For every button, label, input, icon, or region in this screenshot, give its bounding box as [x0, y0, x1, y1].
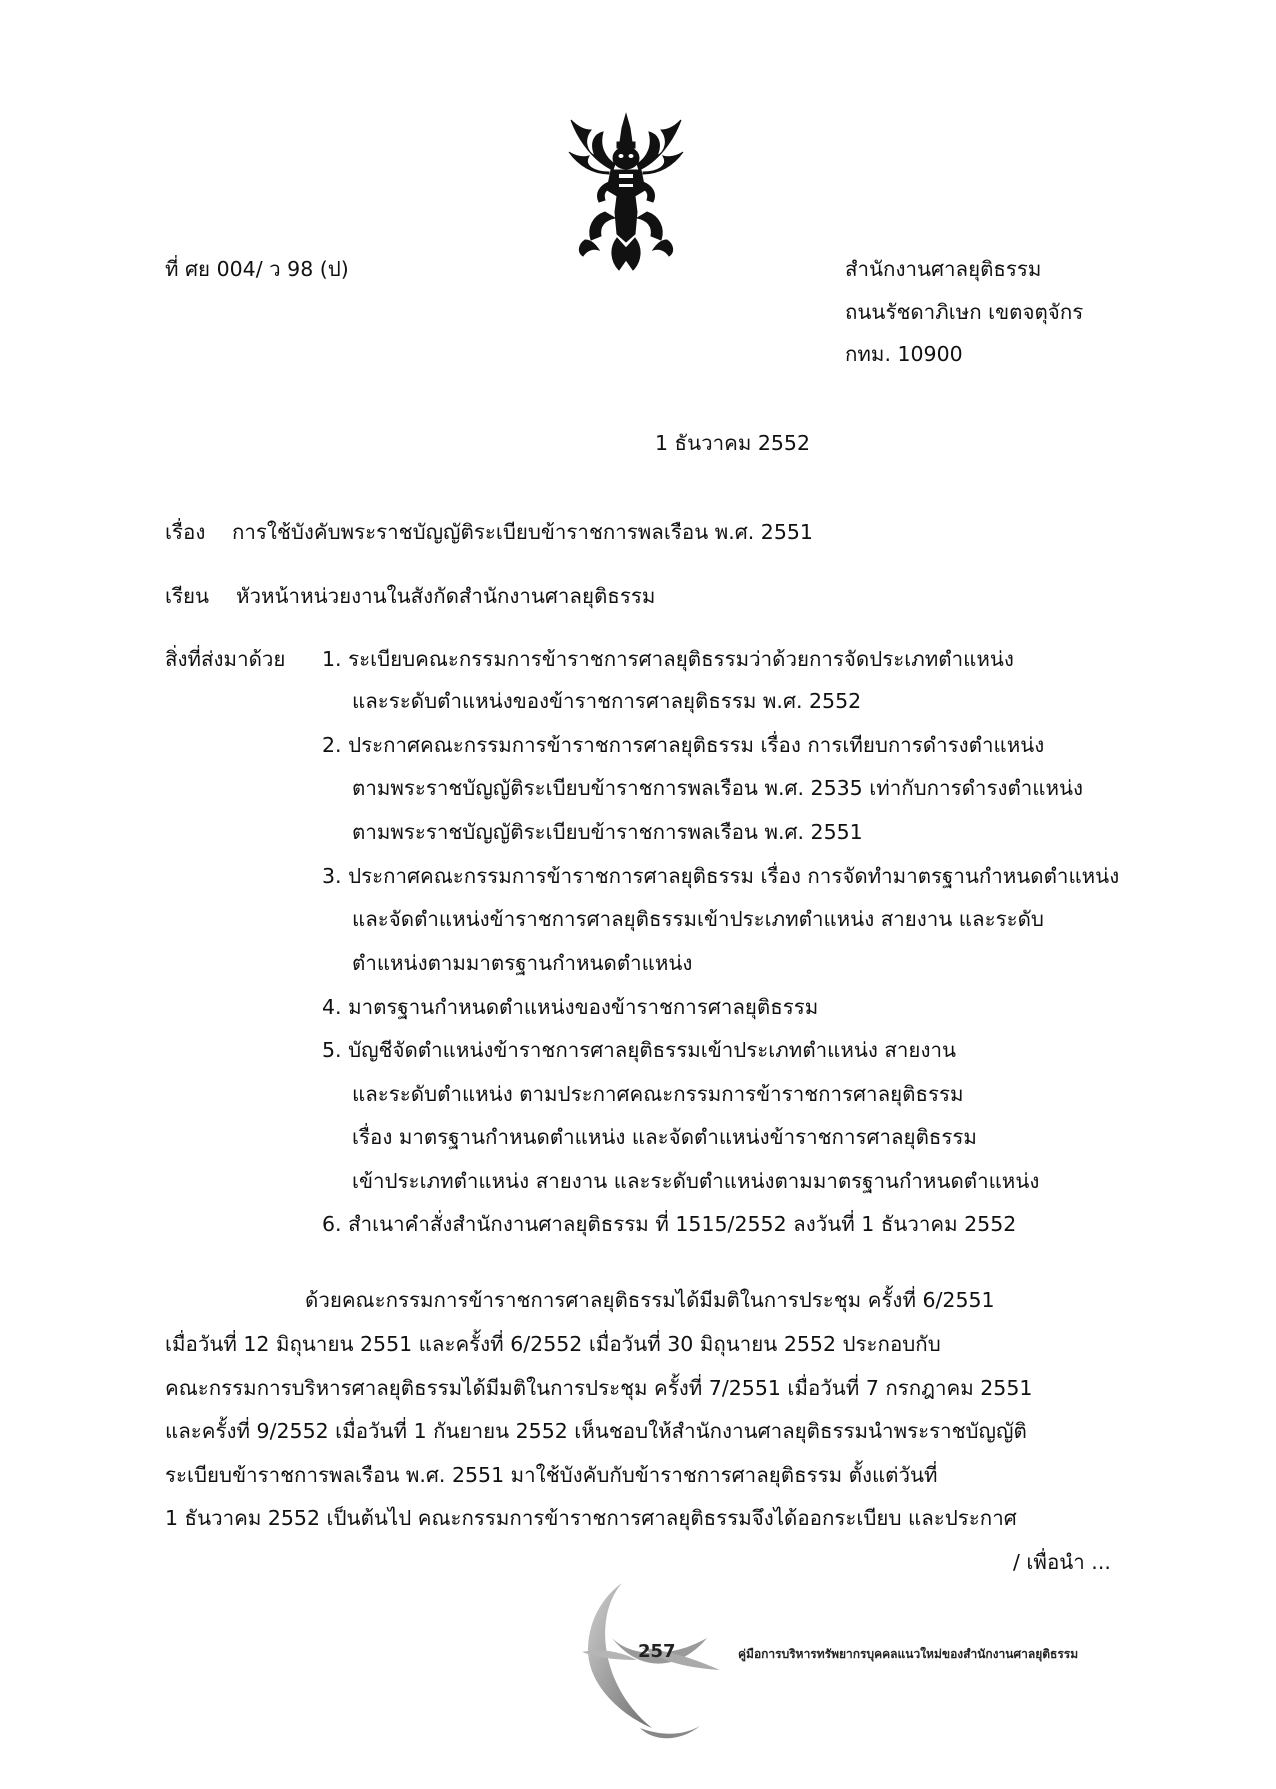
addressee-label: เรียน: [165, 584, 210, 608]
enclosure-line: ตามพระราชบัญญัติระเบียบข้าราชการพลเรือน พ.ศ. 2551: [352, 820, 863, 844]
enclosure-line: 3. ประกาศคณะกรรมการข้าราชการศาลยุติธรรม เรื่อง การจัดทำมาตรฐานกำหนดตำแหน่ง: [322, 864, 1120, 888]
addressee-text: หัวหน้าหน่วยงานในสังกัดสำนักงานศาลยุติธรรม: [236, 584, 656, 608]
enclosure-line: และระดับตำแหน่งของข้าราชการศาลยุติธรรม พ.ศ. 2552: [352, 689, 862, 713]
enclosure-line: 5. บัญชีจัดตำแหน่งข้าราชการศาลยุติธรรมเข้าประเภทตำแหน่ง สายงาน: [322, 1038, 956, 1062]
footer-title: คู่มือการบริหารทรัพยากรบุคคลแนวใหม่ของสำนักงานศาลยุติธรรม: [738, 1647, 1079, 1661]
enclosure-line: และระดับตำแหน่ง ตามประกาศคณะกรรมการข้าราชการศาลยุติธรรม: [352, 1082, 964, 1106]
enclosure-line: 4. มาตรฐานกำหนดตำแหน่งของข้าราชการศาลยุติธรรม: [322, 995, 819, 1019]
enclosure-line: 6. สำเนาคำสั่งสำนักงานศาลยุติธรรม ที่ 1515/2552 ลงวันที่ 1 ธันวาคม 2552: [322, 1212, 1017, 1236]
page-number: 257: [638, 1641, 676, 1662]
enclosure-line: 1. ระเบียบคณะกรรมการข้าราชการศาลยุติธรรมว่าด้วยการจัดประเภทตำแหน่ง: [322, 647, 1014, 671]
subject-label: เรื่อง: [165, 520, 206, 544]
enclosure-line: และจัดตำแหน่งข้าราชการศาลยุติธรรมเข้าประเภทตำแหน่ง สายงาน และระดับ: [352, 907, 1044, 931]
office-name: สำนักงานศาลยุติธรรม: [845, 257, 1042, 281]
letter-date: 1 ธันวาคม 2552: [655, 431, 811, 455]
enclosures-label: สิ่งที่ส่งมาด้วย: [165, 647, 286, 671]
body-line: 1 ธันวาคม 2552 เป็นต้นไป คณะกรรมการข้าราชการศาลยุติธรรมจึงได้ออกระเบียบ และประกาศ: [165, 1506, 1017, 1530]
body-line: เมื่อวันที่ 12 มิถุนายน 2551 และครั้งที่ 6/2552 เมื่อวันที่ 30 มิถุนายน 2552 ประกอบกับ: [165, 1332, 941, 1356]
office-city: กทม. 10900: [845, 342, 963, 366]
body-line: ด้วยคณะกรรมการข้าราชการศาลยุติธรรมได้มีมติในการประชุม ครั้งที่ 6/2551: [305, 1288, 995, 1312]
continuation-marker: / เพื่อนำ ...: [1013, 1550, 1111, 1574]
office-street: ถนนรัชดาภิเษก เขตจตุจักร: [845, 300, 1084, 324]
body-line: และครั้งที่ 9/2552 เมื่อวันที่ 1 กันยายน 2552 เห็นชอบให้สำนักงานศาลยุติธรรมนำพระราชบัญญัติ: [165, 1419, 1027, 1443]
enclosure-line: ตำแหน่งตามมาตรฐานกำหนดตำแหน่ง: [352, 951, 693, 975]
enclosure-line: เข้าประเภทตำแหน่ง สายงาน และระดับตำแหน่งตามมาตรฐานกำหนดตำแหน่ง: [352, 1169, 1040, 1193]
enclosure-line: เรื่อง มาตรฐานกำหนดตำแหน่ง และจัดตำแหน่งข้าราชการศาลยุติธรรม: [352, 1125, 977, 1149]
enclosure-line: 2. ประกาศคณะกรรมการข้าราชการศาลยุติธรรม เรื่อง การเทียบการดำรงตำแหน่ง: [322, 733, 1045, 757]
body-line: คณะกรรมการบริหารศาลยุติธรรมได้มีมติในการประชุม ครั้งที่ 7/2551 เมื่อวันที่ 7 กรกฎาคม 2551: [165, 1376, 1033, 1400]
body-line: ระเบียบข้าราชการพลเรือน พ.ศ. 2551 มาใช้บังคับกับข้าราชการศาลยุติธรรม ตั้งแต่วันที่: [165, 1463, 938, 1487]
subject-text: การใช้บังคับพระราชบัญญัติระเบียบข้าราชการพลเรือน พ.ศ. 2551: [232, 520, 813, 544]
garuda-emblem-icon: [565, 112, 688, 274]
enclosure-line: ตามพระราชบัญญัติระเบียบข้าราชการพลเรือน พ.ศ. 2535 เท่ากับการดำรงตำแหน่ง: [352, 776, 1084, 800]
reference-number: ที่ ศย 004/ ว 98 (ป): [165, 257, 349, 281]
